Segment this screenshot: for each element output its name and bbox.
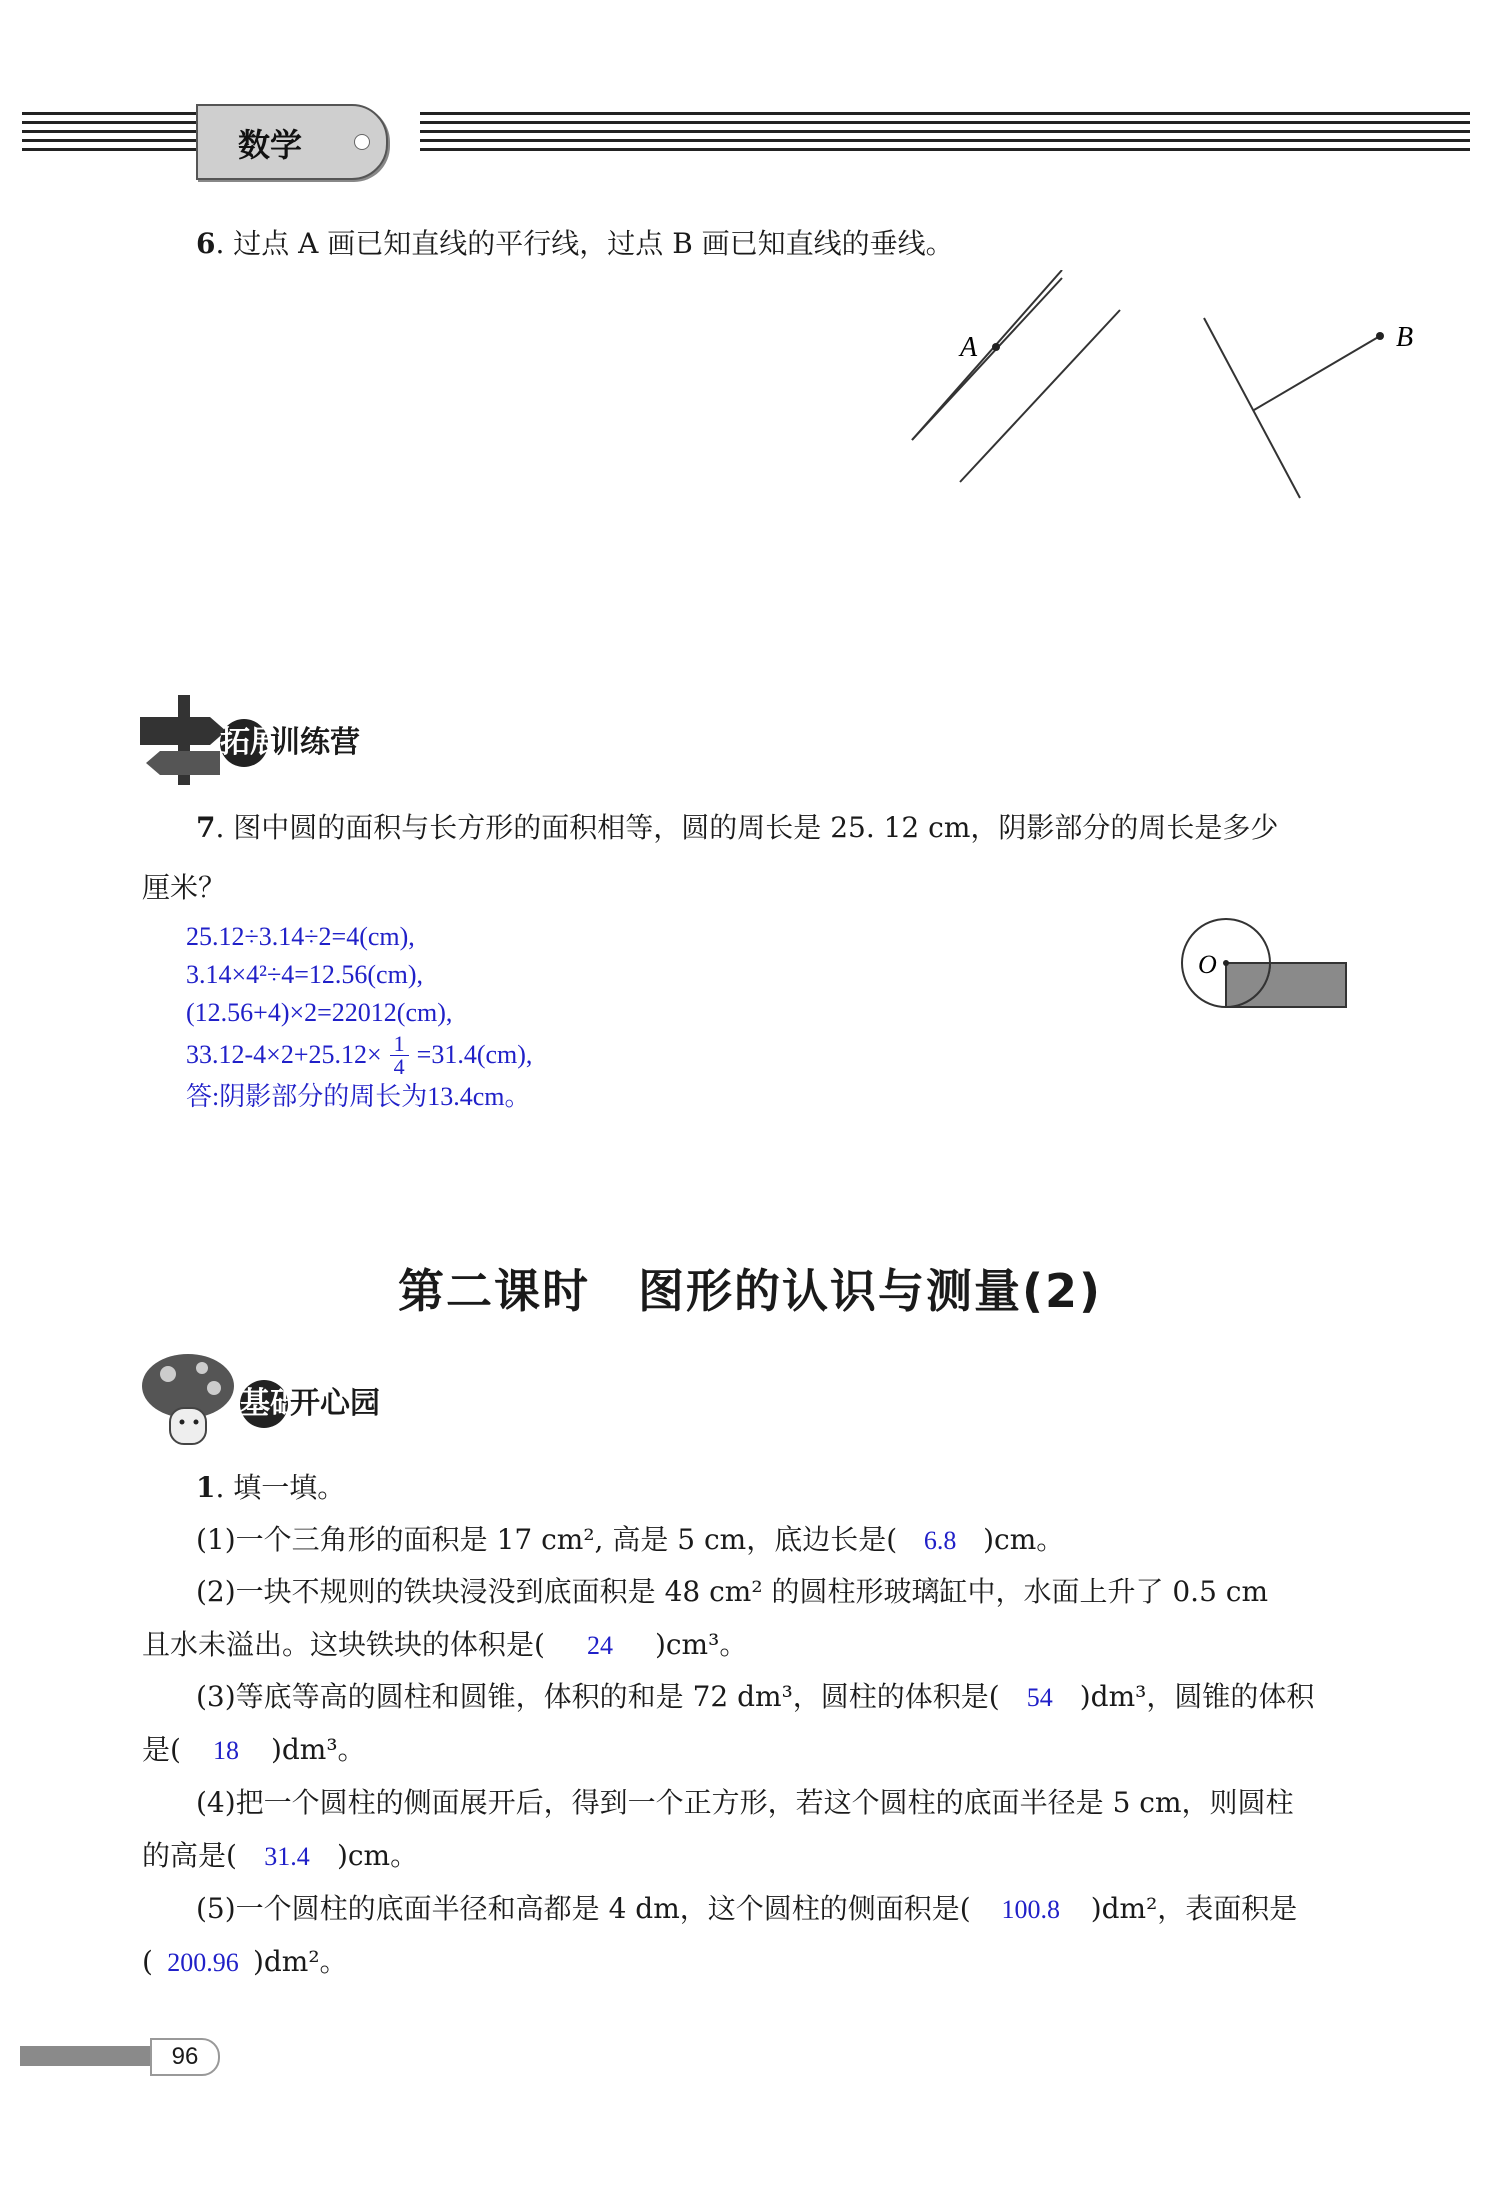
q1-item-2-line2: 且水未溢出。这块铁块的体积是( 24 )cm³。 [142, 1625, 747, 1666]
signpost-icon [140, 695, 230, 785]
question-7 [196, 808, 1386, 848]
q7-solution [186, 918, 532, 1116]
banner-badge: 拓展 [220, 719, 268, 767]
banner-title: 开心园 [290, 1386, 380, 1421]
answer-blank: 6.8 [923, 1526, 957, 1555]
given-line-1 [960, 310, 1120, 482]
question-7-line2: 厘米？ [142, 871, 227, 904]
solution-line-fraction: 33.12-4×2+25.12× $\frac{1}{4}$ =31.4(cm), [186, 1030, 533, 1079]
question-text: . 填一填。 [215, 1471, 346, 1504]
question-6 [196, 224, 954, 264]
center-o [1223, 960, 1229, 966]
subject-tab [196, 104, 388, 180]
q7-figure [1180, 910, 1380, 1020]
q1-item-4: (4)把一个圆柱的侧面展开后，得到一个正方形，若这个圆柱的底面半径是 5 cm，则圆柱 [196, 1786, 1294, 1819]
q1-item-3: (3)等底等高的圆柱和圆锥，体积的和是 72 dm³，圆柱的体积是( 54 )dm³，圆锥的体积 [196, 1677, 1314, 1718]
q1-item-2: (2)一块不规则的铁块浸没到底面积是 48 cm² 的圆柱形玻璃缸中，水面上升了 0.5 cm [196, 1575, 1269, 1608]
answer-blank: 18 [212, 1736, 239, 1765]
q1-item-1: (1)一个三角形的面积是 17 cm², 高是 5 cm，底边长是( 6.8 )cm。 [196, 1520, 1064, 1561]
given-line-2 [1204, 318, 1300, 498]
page-number: 96 [150, 2038, 220, 2076]
question-text: . 图中圆的面积与长方形的面积相等，圆的周长是 25. 12 cm，阴影部分的周长是多少 [215, 811, 1279, 844]
q6-figure [850, 270, 1470, 530]
answer-blank: 200.96 [167, 1948, 239, 1977]
point-b [1376, 332, 1384, 340]
q1-item-5-line2: ( 200.96 )dm²。 [142, 1942, 348, 1983]
segment-from-b [1254, 336, 1380, 410]
question-number: 7 [196, 811, 216, 844]
lesson-title: 第二课时 图形的认识与测量(2) [397, 1264, 1103, 1318]
question-number: 1 [196, 1471, 216, 1504]
point-a [992, 343, 1000, 351]
mushroom-icon [140, 1352, 240, 1448]
header-rule-left [22, 112, 198, 156]
solution-line: 25.12÷3.14÷2=4(cm), [186, 922, 415, 951]
tab-dot-icon [354, 134, 370, 150]
answer-line: 答:阴影部分的周长为13.4cm。 [186, 1082, 531, 1111]
answer-blank: 31.4 [264, 1842, 310, 1871]
question-text: . 过点 A 画已知直线的平行线，过点 B 画已知直线的垂线。 [215, 227, 954, 260]
label-o: O [1198, 950, 1217, 979]
header-rule-right [420, 112, 1470, 156]
answer-blank: 54 [1026, 1683, 1053, 1712]
fraction: $\frac{1}{4}$ [390, 1033, 409, 1078]
label-a: A [960, 332, 978, 363]
solution-line: (12.56+4)×2=22012(cm), [186, 998, 453, 1027]
subject-label: 数学 [238, 126, 303, 164]
q1-item-4-line2: 的高是( 31.4 )cm。 [142, 1836, 418, 1877]
line-through-a [912, 278, 1062, 440]
q1-item-5: (5)一个圆柱的底面半径和高都是 4 dm，这个圆柱的侧面积是( 100.8 )dm²，表面积是 [196, 1889, 1297, 1930]
q1-item-3-line2: 是( 18 )dm³。 [142, 1730, 366, 1771]
question-1 [196, 1468, 345, 1508]
solution-line: 3.14×4²÷4=12.56(cm), [186, 960, 423, 989]
banner-title: 训练营 [270, 725, 360, 760]
answer-blank: 100.8 [1001, 1895, 1060, 1924]
answer-blank: 24 [586, 1631, 613, 1660]
banner-badge: 基础 [240, 1380, 288, 1428]
footer-bar [20, 2046, 150, 2066]
question-number: 6 [196, 227, 216, 260]
label-b: B [1396, 322, 1414, 353]
